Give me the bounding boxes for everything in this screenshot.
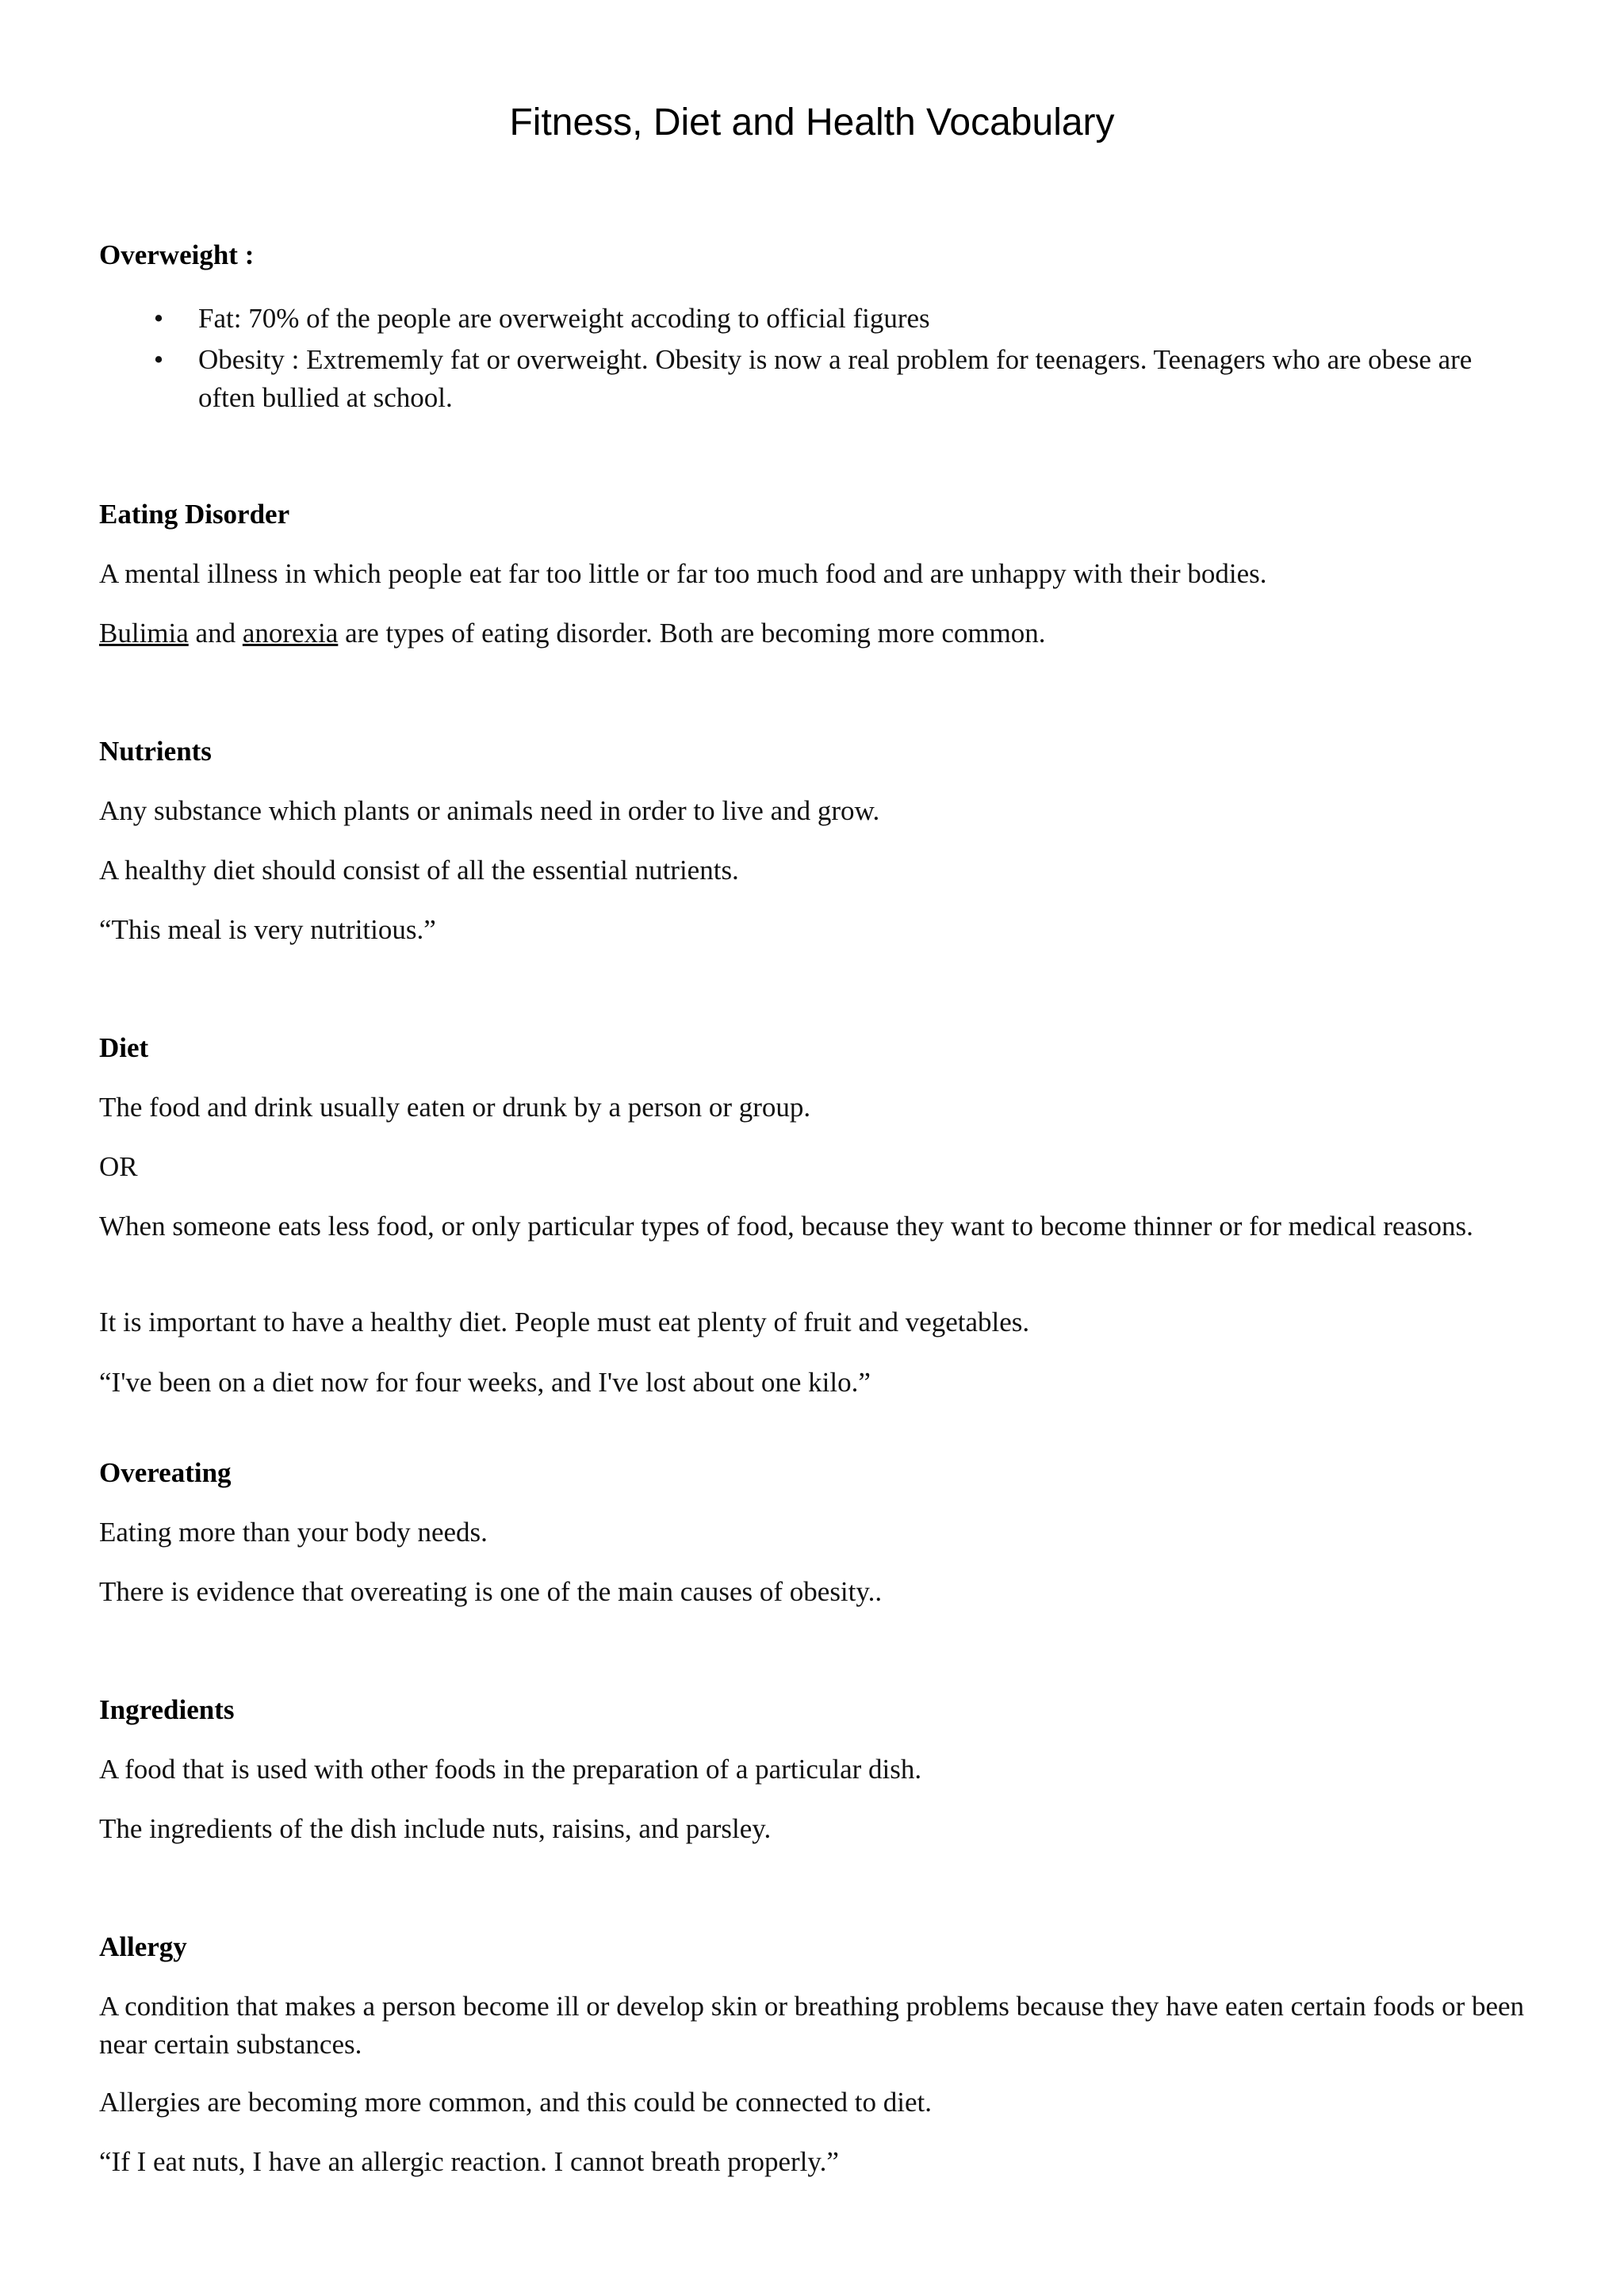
heading-nutrients: Nutrients [99, 736, 212, 767]
page-title: Fitness, Diet and Health Vocabulary [509, 101, 1115, 144]
definition-text: A food that is used with other foods in the preparation of a particular dish. [99, 1754, 922, 1785]
bullet-text: Fat: 70% of the people are overweight accoding to official figures [198, 303, 930, 334]
definition-text: A mental illness in which people eat far too little or far too much food and are unhappy with their bodies. [99, 558, 1267, 589]
definition-text: Any substance which plants or animals need in order to live and grow. [99, 795, 880, 826]
example-text: It is important to have a healthy diet. People must eat plenty of fruit and vegetables. [99, 1307, 1030, 1337]
bullet-item [153, 300, 1530, 338]
heading-eating-disorder: Eating Disorder [99, 499, 290, 530]
example-text [99, 614, 1526, 652]
heading-overeating: Overeating [99, 1457, 232, 1488]
or-text: OR [99, 1151, 138, 1182]
bullet-icon: • [153, 344, 164, 375]
example-text: A healthy diet should consist of all the essential nutrients. [99, 855, 739, 886]
bullet-item [153, 341, 1530, 417]
example-connector: and [188, 618, 243, 649]
quote-text: “I've been on a diet now for four weeks, and I've lost about one kilo.” [99, 1367, 871, 1398]
heading-diet: Diet [99, 1032, 149, 1063]
heading-overweight: Overweight : [99, 239, 255, 270]
example-text: The ingredients of the dish include nuts, raisins, and parsley. [99, 1813, 772, 1844]
definition-text: The food and drink usually eaten or drunk by a person or group. [99, 1092, 811, 1123]
bullet-text: Obesity : Extrememly fat or overweight. Obesity is now a real problem for teenagers. Teenagers who are obese are often bullied at school. [198, 344, 1473, 413]
example-text: There is evidence that overeating is one of the main causes of obesity.. [99, 1576, 883, 1607]
term-bulimia: Bulimia [99, 618, 189, 649]
quote-text: “This meal is very nutritious.” [99, 914, 436, 945]
term-anorexia: anorexia [242, 618, 339, 649]
heading-ingredients: Ingredients [99, 1694, 235, 1725]
definition-text: A condition that makes a person become ill or develop skin or breathing problems because they have eaten certain foods or been near certain substances. [99, 1991, 1525, 2060]
definition-text: Eating more than your body needs. [99, 1517, 488, 1548]
quote-text: “If I eat nuts, I have an allergic reaction. I cannot breath properly.” [99, 2146, 839, 2177]
bullet-icon: • [153, 303, 164, 334]
heading-allergy: Allergy [99, 1931, 187, 1962]
example-text: Allergies are becoming more common, and this could be connected to diet. [99, 2087, 933, 2118]
definition-text: When someone eats less food, or only particular types of food, because they want to become thinner or for medical reasons. [99, 1211, 1473, 1242]
example-rest: are types of eating disorder. Both are becoming more common. [338, 618, 1046, 649]
